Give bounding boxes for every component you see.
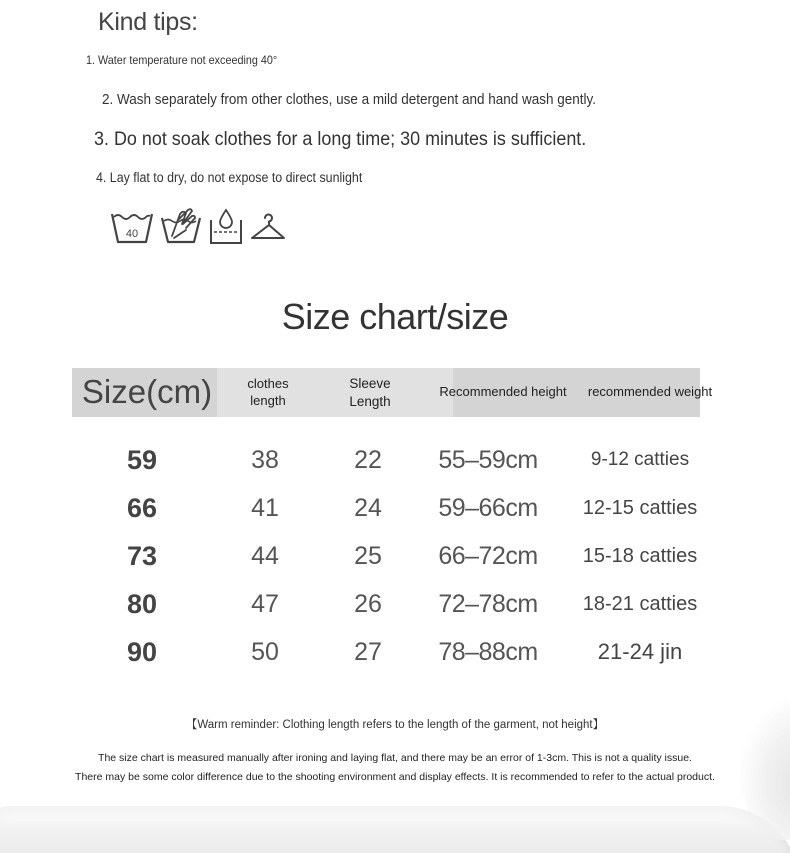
header-sleeve-length-line2: Length [349, 393, 391, 409]
table-row [0, 488, 790, 528]
cell-recommended-height: 78–88cm [438, 637, 538, 666]
header-clothes-length-line2: length [250, 392, 286, 408]
cell-sleeve-length: 25 [354, 541, 382, 570]
cell-sleeve-length: 22 [354, 445, 382, 474]
cell-recommended-weight: 9-12 catties [590, 449, 690, 470]
care-tip-1: 1. Water temperature not exceeding 40° [86, 53, 278, 67]
header-recommended-height: Recommended height [439, 384, 567, 400]
cell-recommended-weight: 15-18 catties [582, 544, 698, 567]
table-row [0, 584, 790, 624]
cell-sleeve-length: 27 [354, 637, 382, 666]
cell-sleeve-length: 24 [354, 493, 382, 522]
kind-tips-title: Kind tips: [98, 8, 198, 36]
cell-size: 59 [126, 444, 158, 475]
hand-wash-icon [160, 206, 202, 246]
warm-reminder: 【Warm reminder: Clothing length refers to the length of the garment, not height】 [185, 719, 605, 731]
cell-size: 80 [126, 588, 158, 619]
cell-size: 73 [126, 540, 158, 571]
cell-clothes-length: 44 [251, 541, 279, 570]
cell-recommended-height: 55–59cm [438, 445, 538, 474]
size-chart-title: Size chart/size [281, 296, 509, 337]
cell-recommended-weight: 21-24 jin [597, 639, 683, 664]
cell-recommended-weight: 12-15 catties [582, 496, 698, 519]
bottom-shadow-decoration [0, 806, 790, 853]
cell-size: 66 [126, 492, 158, 523]
cell-recommended-height: 66–72cm [438, 541, 538, 570]
care-tip-2: 2. Wash separately from other clothes, use a mild detergent and hand wash gently. [102, 92, 596, 108]
header-sleeve-length-line1: Sleeve [349, 375, 391, 391]
cell-recommended-weight: 18-21 catties [582, 592, 698, 615]
header-size: Size(cm) [81, 373, 213, 411]
care-tip-3: 3. Do not soak clothes for a long time; 30 minutes is sufficient. [94, 128, 587, 150]
disclaimer-measurement: The size chart is measured manually after ironing and laying flat, and there may be an error of 1-3cm. This is not a quality issue. [98, 752, 692, 764]
cell-clothes-length: 50 [251, 637, 279, 666]
header-clothes-length [228, 368, 308, 417]
table-row [0, 632, 790, 672]
header-sleeve-length [330, 368, 410, 417]
cell-size: 90 [126, 636, 158, 667]
wash-temp-label: 40 [125, 228, 139, 240]
cell-clothes-length: 41 [251, 493, 279, 522]
cell-recommended-height: 72–78cm [438, 589, 538, 618]
wash-basin-40-icon [110, 206, 154, 246]
cell-clothes-length: 38 [251, 445, 279, 474]
cell-clothes-length: 47 [251, 589, 279, 618]
care-tip-4: 4. Lay flat to dry, do not expose to direct sunlight [96, 170, 363, 185]
cell-recommended-height: 59–66cm [438, 493, 538, 522]
table-row [0, 536, 790, 576]
header-clothes-length-line1: clothes [247, 375, 289, 391]
header-recommended-weight: recommended weight [587, 384, 713, 400]
water-drop-basin-icon [208, 206, 244, 246]
disclaimer-color: There may be some color difference due to the shooting environment and display effects. It is recommended to refer to the actual product. [75, 771, 715, 783]
table-row [0, 440, 790, 480]
hanger-icon [250, 206, 286, 246]
cell-sleeve-length: 26 [354, 589, 382, 618]
